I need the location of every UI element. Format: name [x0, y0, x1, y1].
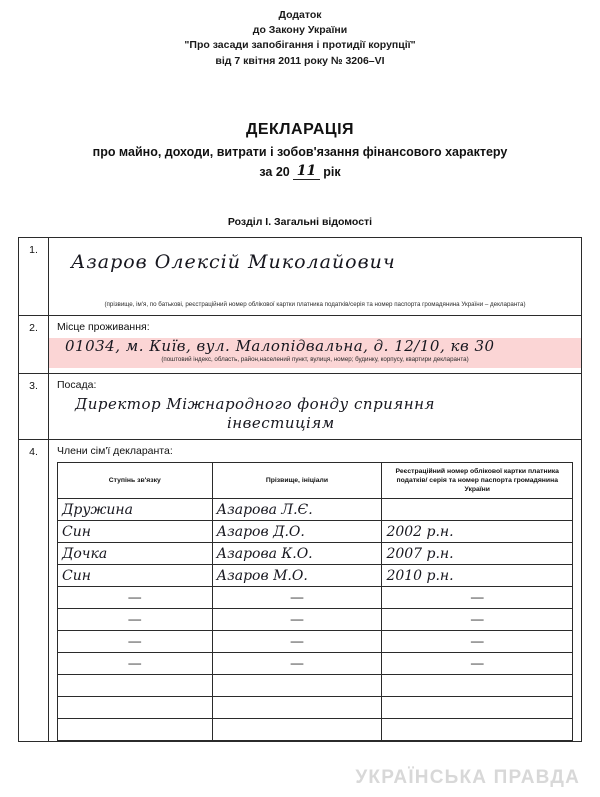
family-cell-id: — [382, 653, 573, 675]
family-table-body [58, 499, 573, 741]
table-row [58, 609, 573, 631]
form-row-residence [19, 316, 581, 374]
family-cell-relation: — [58, 653, 213, 675]
position-value-line1: Директор Міжнародного фонду сприяння [75, 394, 435, 413]
family-cell-id: — [382, 631, 573, 653]
family-cell-name [212, 697, 382, 719]
family-cell-name: Азарова Л.Є. [212, 499, 382, 521]
declaration-year-line [0, 164, 600, 180]
table-row [58, 521, 573, 543]
family-label: Члени сім'ї декларанта: [57, 444, 173, 457]
family-cell-relation [58, 697, 213, 719]
title-block [0, 121, 600, 180]
fullname-caption: (прізвище, ім'я, по батькові, реєстраційний номер облікової картки платника податків/серія та номер паспорта громадянина України – декларанта) [104, 300, 526, 308]
family-cell-id: 2010 р.н. [382, 565, 573, 587]
row-number-4: 4. [19, 440, 49, 742]
residence-caption: (поштовий індекс, область, район,населений пункт, вулиця, номер; будинку, корпусу, квартири декларанта) [161, 355, 469, 363]
fullname-value: Азаров Олексій Миколайович [71, 250, 396, 273]
family-col-relation: Ступінь зв'язку [58, 462, 213, 499]
family-cell-relation: Дружина [58, 499, 213, 521]
watermark: УКРАЇНСЬКА ПРАВДА [355, 767, 580, 788]
form-row-fullname [19, 238, 581, 316]
family-table [57, 462, 573, 742]
table-row [58, 587, 573, 609]
family-cell-name: Азаров М.О. [212, 565, 382, 587]
form-row-family [19, 440, 581, 742]
row-number-3: 3. [19, 374, 49, 439]
header-line-3: "Про засади запобігання і протидії корупції" [184, 39, 416, 52]
row-number-1: 1. [19, 238, 49, 315]
table-row [58, 543, 573, 565]
family-cell-relation [58, 719, 213, 741]
table-row [58, 653, 573, 675]
residence-value: 01034, м. Київ, вул. Малопідвальна, д. 12/10, кв 30 [65, 336, 495, 355]
family-cell-id: 2002 р.н. [382, 521, 573, 543]
family-col-name: Прізвище, ініціали [212, 462, 382, 499]
family-cell-name [212, 675, 382, 697]
year-suffix: рік [323, 164, 341, 179]
residence-label: Місце проживання: [57, 320, 150, 333]
position-label: Посада: [57, 378, 97, 391]
header-line-2: до Закону України [252, 24, 348, 37]
family-cell-id [382, 719, 573, 741]
row-number-2: 2. [19, 316, 49, 373]
family-cell-name: — [212, 631, 382, 653]
page-subtitle: про майно, доходи, витрати і зобов'язання фінансового характеру [92, 144, 508, 159]
table-row [58, 697, 573, 719]
family-cell-id [382, 499, 573, 521]
family-cell-name: — [212, 653, 382, 675]
family-table-header-row [58, 462, 573, 499]
family-cell-relation: Дочка [58, 543, 213, 565]
form-row-position [19, 374, 581, 440]
position-value-line2: інвестиціям [227, 413, 335, 432]
general-info-form [18, 237, 582, 743]
document-header [0, 0, 600, 69]
family-cell-id: — [382, 609, 573, 631]
family-cell-name: — [212, 587, 382, 609]
header-line-4: від 7 квітня 2011 року № 3206–VI [215, 54, 385, 67]
page-title: ДЕКЛАРАЦІЯ [245, 120, 355, 138]
family-cell-relation: Син [58, 521, 213, 543]
family-col-id: Реєстраційний номер облікової картки платника податків/ серія та номер паспорта громадянина України [382, 462, 573, 499]
table-row [58, 675, 573, 697]
table-row [58, 499, 573, 521]
family-cell-id [382, 697, 573, 719]
year-prefix: за 20 [259, 164, 290, 179]
section-heading: Розділ I. Загальні відомості [227, 215, 373, 228]
family-cell-relation: Син [58, 565, 213, 587]
family-cell-relation: — [58, 631, 213, 653]
family-cell-name [212, 719, 382, 741]
family-cell-relation [58, 675, 213, 697]
header-line-1: Додаток [278, 9, 322, 21]
family-cell-name: Азаров Д.О. [212, 521, 382, 543]
table-row [58, 565, 573, 587]
table-row [58, 631, 573, 653]
family-cell-name: — [212, 609, 382, 631]
family-cell-name: Азарова К.О. [212, 543, 382, 565]
family-cell-id [382, 675, 573, 697]
family-cell-id: 2007 р.н. [382, 543, 573, 565]
year-value: 11 [293, 163, 320, 180]
family-cell-relation: — [58, 587, 213, 609]
table-row [58, 719, 573, 741]
family-cell-relation: — [58, 609, 213, 631]
family-cell-id: — [382, 587, 573, 609]
